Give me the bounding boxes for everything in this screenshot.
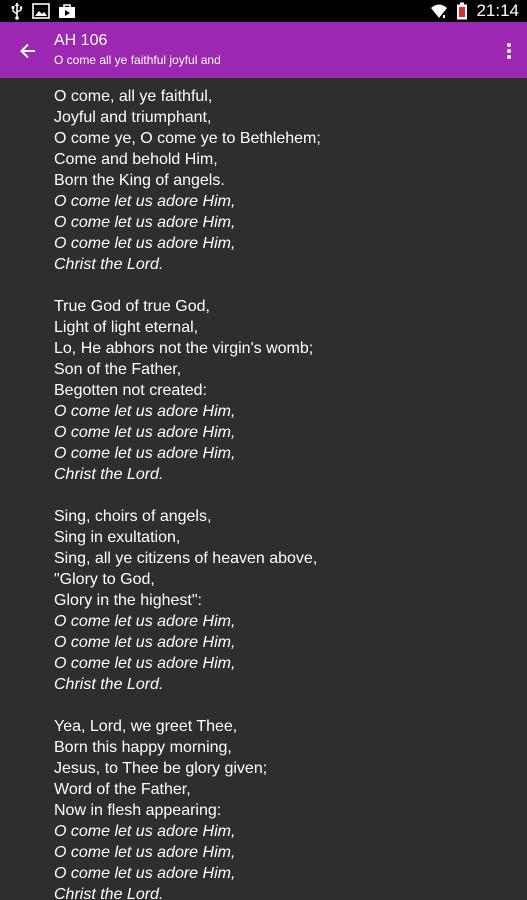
wifi-icon [430, 3, 448, 19]
hymn-lyrics [54, 86, 321, 900]
app-bar [0, 22, 527, 78]
refrain-line: Christ the Lord. [54, 676, 164, 693]
verse-line: Born the King of angels. [54, 172, 225, 189]
refrain-line: O come let us adore Him, [54, 214, 236, 231]
status-time: 21:14 [476, 1, 519, 20]
usb-icon [10, 2, 24, 20]
verse-line: Born this happy morning, [54, 739, 232, 756]
verse-2 [54, 296, 321, 485]
verse-line: Sing, choirs of angels, [54, 508, 212, 525]
refrain-line: Christ the Lord. [54, 466, 164, 483]
verse-line: True God of true God, [54, 298, 210, 315]
verse-line: Joyful and triumphant, [54, 109, 212, 126]
battery-icon [456, 2, 468, 20]
refrain-line: O come let us adore Him, [54, 403, 236, 420]
page-subtitle: O come all ye faithful joyful and [54, 53, 221, 67]
refrain-line: O come let us adore Him, [54, 634, 236, 651]
verse-1 [54, 86, 321, 275]
verse-line: Come and behold Him, [54, 151, 218, 168]
notification-icons [10, 2, 76, 20]
refrain-line: Christ the Lord. [54, 886, 164, 900]
refrain-line: Christ the Lord. [54, 256, 164, 273]
verse-3 [54, 506, 321, 695]
verse-line: Son of the Father, [54, 361, 182, 378]
verse-line: Sing, all ye citizens of heaven above, [54, 550, 318, 567]
hymn-content[interactable] [0, 78, 527, 900]
verse-line: Word of the Father, [54, 781, 191, 798]
verse-line: O come, all ye faithful, [54, 88, 213, 105]
arrow-back-icon [19, 42, 37, 60]
verse-line: Begotten not created: [54, 382, 207, 399]
refrain-line: O come let us adore Him, [54, 823, 236, 840]
verse-line: "Glory to God, [54, 571, 155, 588]
refrain-line: O come let us adore Him, [54, 613, 236, 630]
verse-line: Light of light eternal, [54, 319, 199, 336]
refrain-line: O come let us adore Him, [54, 193, 236, 210]
verse-4 [54, 716, 321, 900]
store-icon [58, 3, 76, 19]
status-bar [0, 0, 527, 22]
verse-line: Sing in exultation, [54, 529, 181, 546]
verse-line: Jesus, to Thee be glory given; [54, 760, 268, 777]
verse-line: O come ye, O come ye to Bethlehem; [54, 130, 321, 147]
page-title: AH 106 [54, 32, 108, 49]
title-block [54, 31, 487, 69]
system-icons [430, 1, 519, 21]
verse-line: Now in flesh appearing: [54, 802, 222, 819]
refrain-line: O come let us adore Him, [54, 865, 236, 882]
verse-line: Glory in the highest": [54, 592, 202, 609]
refrain-line: O come let us adore Him, [54, 844, 236, 861]
verse-line: Yea, Lord, we greet Thee, [54, 718, 238, 735]
refrain-line: O come let us adore Him, [54, 655, 236, 672]
refrain-line: O come let us adore Him, [54, 235, 236, 252]
overflow-menu-button[interactable] [499, 38, 519, 64]
back-button[interactable] [14, 37, 42, 65]
image-icon [32, 3, 50, 19]
refrain-line: O come let us adore Him, [54, 424, 236, 441]
more-vert-icon [506, 42, 512, 60]
verse-line: Lo, He abhors not the virgin's womb; [54, 340, 314, 357]
refrain-line: O come let us adore Him, [54, 445, 236, 462]
